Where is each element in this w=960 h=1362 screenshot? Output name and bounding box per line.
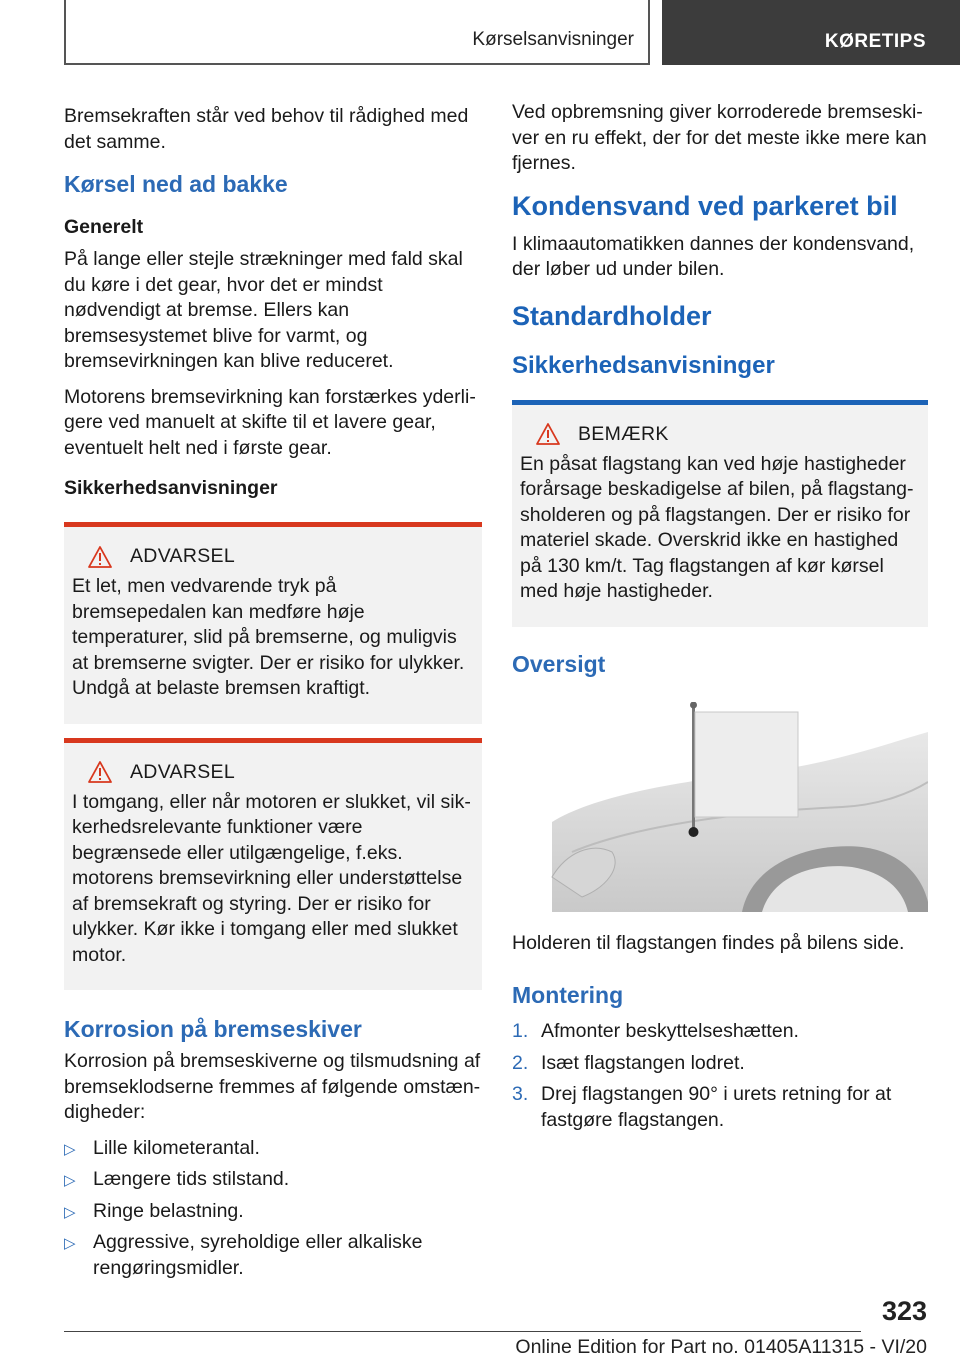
corrosion-paragraph: Korrosion på bremseskiverne og tilsmudsning af bremseklodserne fremmes af følgende omstændigheder: [64, 1050, 481, 1123]
safety-heading-right: Sikkerhedsanvisninger [512, 351, 775, 379]
triangle-bullet-icon: ▷ [64, 1172, 76, 1189]
downhill-paragraph-1: På lange eller stejle strækninger med fald skal du køre i det gear, hvor det er mindst nødvendigt at bremse. Ellers kan bremsesystemet blive for varmt, og bremsevirkningen kan blive reduceret. [64, 248, 463, 372]
corrosion-heading: Korrosion på bremseskiver [64, 1016, 362, 1042]
mounting-heading: Montering [512, 982, 624, 1008]
list-item: ▷ Længere tids stilstand. [64, 1167, 482, 1193]
condensation-heading: Kondensvand ved parkeret bil [512, 190, 898, 221]
warning-title-text-2: ADVARSEL [130, 760, 235, 783]
list-item: 3. Drej flagstangen 90° i urets retning for at fastgøre flagstangen. [512, 1083, 892, 1131]
footer-divider [64, 1331, 861, 1332]
note-title [536, 423, 920, 446]
list-item: 1. Afmonter beskyttelseshætten. [512, 1020, 799, 1042]
downhill-heading: Kørsel ned ad bakke [64, 171, 288, 197]
general-heading: Generelt [64, 216, 144, 238]
intro-paragraph: Bremsekraften står ved behov til rådighed med det samme. [64, 105, 469, 153]
overview-heading: Oversigt [512, 650, 606, 677]
footer-edition-text: Online Edition for Part no. 01405A11315 - VI/20 [515, 1336, 927, 1358]
right-column [512, 100, 928, 1139]
corrosion-bullet-list [64, 1136, 482, 1282]
note-text: En påsat flagstang kan ved høje hastigheder forårsage beskadigelse af bilen, på flagstangsholderen og på flagstangen. Der er risiko for materiel skade. Overskrid ikke en hastighed på 130 km/t. Tag flagstangen af kør kørsel med høje hastigheder. [520, 452, 914, 602]
downhill-paragraph-2: Motorens bremsevirkning kan forstærkes yderligere ved manuelt at skifte til et lavere gear, eventuelt helt ned i første gear. [64, 385, 476, 459]
warning-title-text-1: ADVARSEL [130, 545, 235, 567]
warning-title-1 [88, 545, 474, 568]
flag-holder-figure [512, 702, 928, 912]
safety-heading-left: Sikkerhedsanvisninger [64, 477, 278, 499]
list-item: ▷ Ringe belastning. [64, 1199, 482, 1225]
warning-box-2 [64, 738, 482, 991]
list-item: ▷ Lille kilometerantal. [64, 1136, 482, 1162]
condensation-paragraph: I klimaautomatikken dannes der kondensvand, der løber ud under bilen. [512, 232, 915, 280]
warning-box-1 [64, 522, 482, 724]
note-title-text: BEMÆRK [578, 422, 669, 445]
standard-holder-heading: Standardholder [512, 300, 712, 331]
warning-triangle-icon [536, 423, 560, 445]
list-item: ▷ Aggressive, syreholdige eller alkaliske rengøringsmidler. [64, 1231, 423, 1279]
warning-text-2: I tomgang, eller når motoren er slukket, vil sikkerhedsrelevante funktioner være begrænsede eller utilgængelige, f.eks. motorens bremsevirkning eller understøttelse af bremsekraft og styring. Der er risiko for ulykker. Kør ikke i tomgang eller med slukket motor. [72, 790, 471, 966]
header-section-box [64, 0, 650, 65]
left-column [64, 104, 482, 1287]
warning-triangle-icon [88, 761, 112, 783]
triangle-bullet-icon: ▷ [64, 1203, 76, 1221]
warning-triangle-icon [88, 546, 112, 568]
warning-text-1: Et let, men vedvarende tryk på bremsepedalen kan medføre høje temperaturer, slid på bremserne, og muligvis at bremserne svigter. Der er risiko for ulykker. Undgå at belaste bremsen kraftigt. [72, 575, 465, 699]
note-box [512, 400, 928, 627]
list-item: 2. Isæt flagstangen lodret. [512, 1051, 745, 1074]
header-section-title: Kørselsanvisninger [472, 29, 634, 50]
header-chapter-title: KØRETIPS [824, 31, 926, 52]
triangle-bullet-icon: ▷ [64, 1235, 76, 1252]
header-chapter-tab [662, 0, 960, 65]
figure-caption: Holderen til flagstangen findes på bilens side. [512, 931, 905, 954]
warning-title-2 [88, 761, 474, 784]
mounting-steps-list [512, 1019, 928, 1133]
page-number: 323 [881, 1296, 927, 1326]
corroded-discs-paragraph: Ved opbremsning giver korroderede bremseskiver en ru effekt, der for det meste ikke mere kan fjernes. [512, 101, 927, 174]
triangle-bullet-icon: ▷ [64, 1140, 76, 1158]
